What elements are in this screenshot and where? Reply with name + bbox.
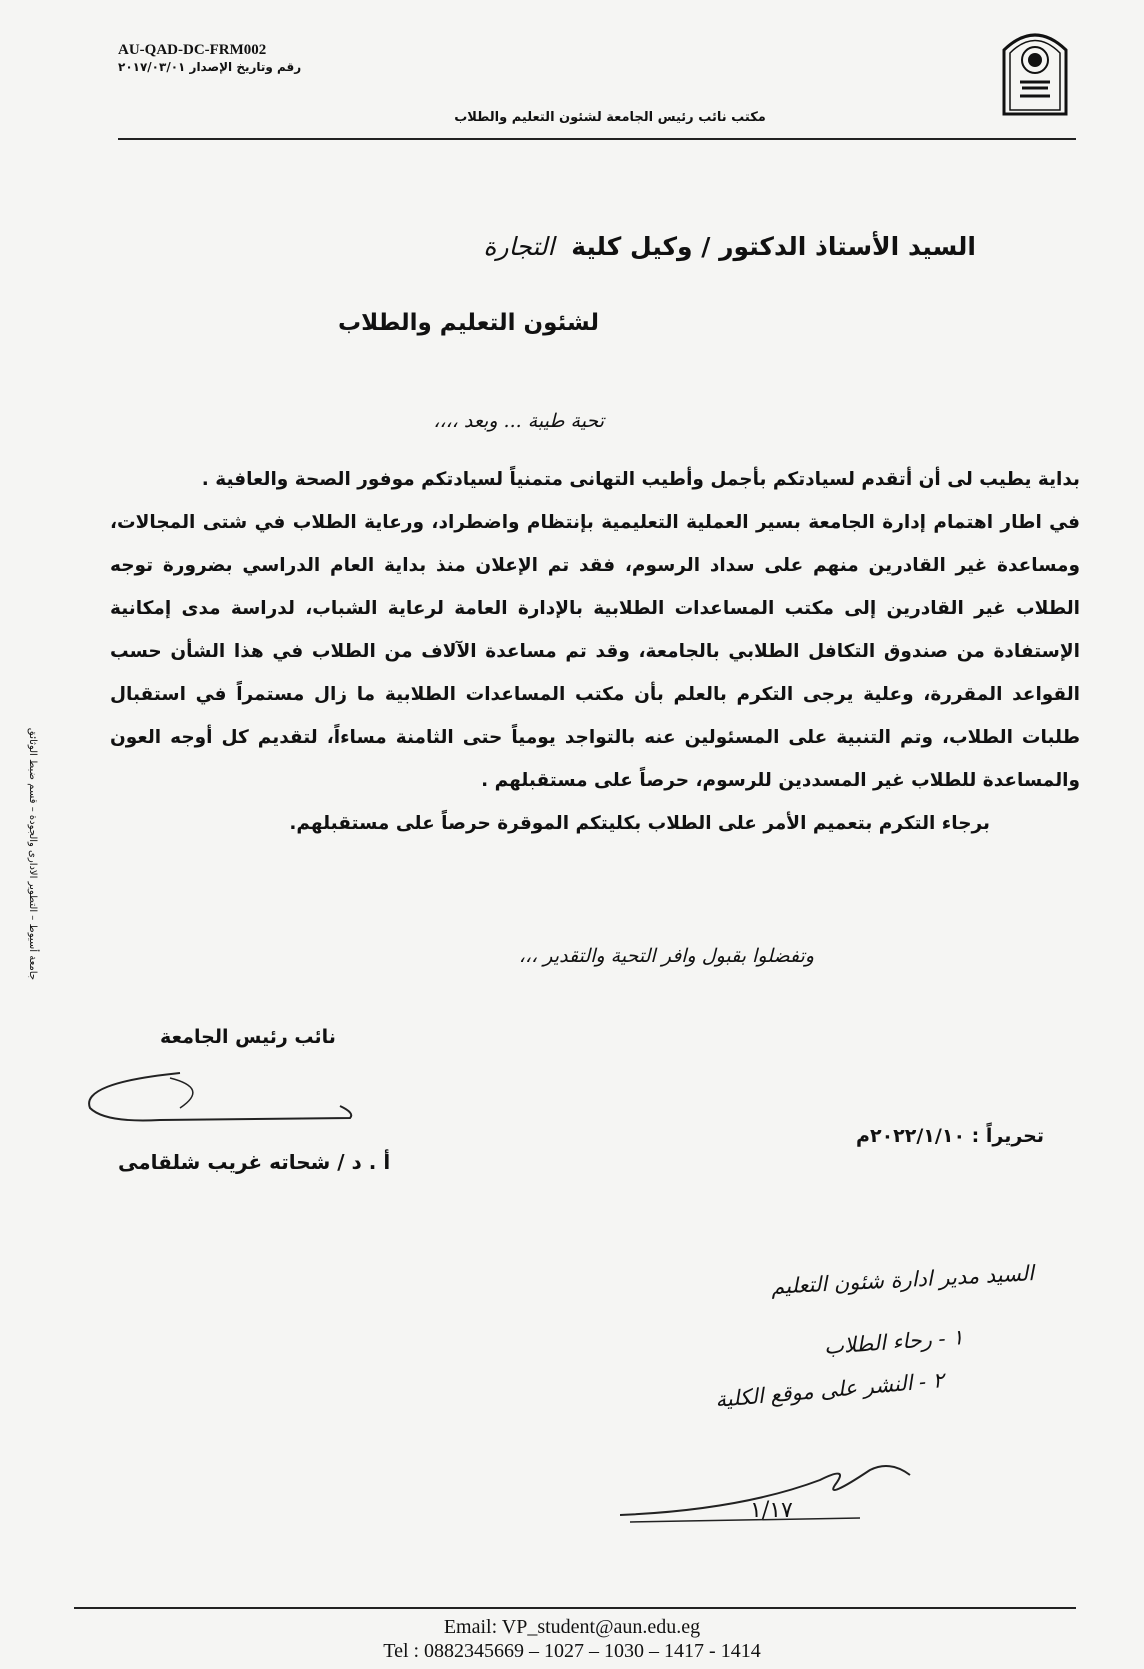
body-paragraph-1: بداية يطيب لى أن أتقدم لسيادتكم بأجمل وأطيب التهانى متمنياً لسيادتكم موفور الصحة والعافية . bbox=[201, 469, 1080, 490]
form-code: AU-QAD-DC-FRM002 bbox=[118, 42, 267, 58]
side-note: جامعة أسيوط – التطوير الادارى والجودة – قسم ضبط الوثائق bbox=[27, 727, 38, 980]
addressee-subject: لشئون التعليم والطلاب bbox=[338, 310, 599, 336]
footer-divider bbox=[74, 1607, 1076, 1609]
letter-body bbox=[110, 458, 1080, 845]
greeting: تحية طيبة ... وبعد ،،،، bbox=[433, 410, 604, 432]
handwritten-signature-icon bbox=[620, 1440, 920, 1540]
form-issue-date: رقم وتاريخ الإصدار ٢٠١٧/٠٣/٠١ bbox=[118, 60, 302, 74]
office-line: مكتب نائب رئيس الجامعة لشئون التعليم والطلاب bbox=[454, 110, 766, 125]
signature-name: أ . د / شحاته غريب شلقامى bbox=[118, 1150, 391, 1174]
handwritten-note-line-1: السيد مدير ادارة شئون التعليم bbox=[770, 1261, 1035, 1299]
university-logo-icon bbox=[1000, 20, 1070, 116]
body-paragraph-2: في اطار اهتمام إدارة الجامعة بسير العملية التعليمية بإنتظام واضطراد، ورعاية الطلاب في شتى المجالات، ومساعدة غير القادرين منهم على سداد الرسوم، فقد تم الإعلان منذ بداية العام الدراسي بضرورة توجه الطلاب غير القادرين إلى مكتب المساعدات الطلابية بالإدارة العامة لرعاية الشباب، لدراسة مدى إمكانية الإستفادة من صندوق التكافل الطلابي بالجامعة، وقد تم مساعدة الآلاف من الطلاب في هذا الشأن حسب القواعد المقررة، وعلية يرجى التكرم بالعلم بأن مكتب المساعدات الطلابية ما زال مستمراً في استقبال طلبات الطلاب، وتم التنبية على المسئولين عنه بالتواجد يومياً حتى الثامنة مساءاً، لتقديم كل أوجه العون والمساعدة للطلاب غير المسددين للرسوم، حرصاً على مستقبلهم . bbox=[110, 512, 1080, 791]
footer-tel: Tel : 0882345669 – 1027 – 1030 – 1417 - 1414 bbox=[383, 1640, 761, 1662]
addressee-line bbox=[483, 232, 976, 261]
addressee-title: السيد الأستاذ الدكتور / وكيل كلية bbox=[571, 232, 976, 261]
signature-scribble-icon bbox=[70, 1068, 370, 1148]
handwritten-note-date: ١/١٧ bbox=[750, 1498, 793, 1523]
handwritten-note-line-3: ٢ - النشر على موقع الكلية bbox=[714, 1368, 945, 1412]
footer-email: Email: VP_student@aun.edu.eg bbox=[443, 1616, 701, 1638]
body-request: برجاء التكرم بتعميم الأمر على الطلاب بكليتكم الموقرة حرصاً على مستقبلهم. bbox=[289, 813, 990, 834]
handwritten-note-line-2: ١ - رحاء الطلاب bbox=[823, 1325, 965, 1359]
closing: وتفضلوا بقبول وافر التحية والتقدير ،،، bbox=[518, 945, 814, 967]
header-divider bbox=[118, 138, 1076, 140]
faculty-handwritten: التجارة bbox=[483, 232, 555, 261]
signature-title: نائب رئيس الجامعة bbox=[160, 1026, 336, 1048]
date-line: تحريراً : ٢٠٢٢/١/١٠م bbox=[856, 1125, 1044, 1147]
